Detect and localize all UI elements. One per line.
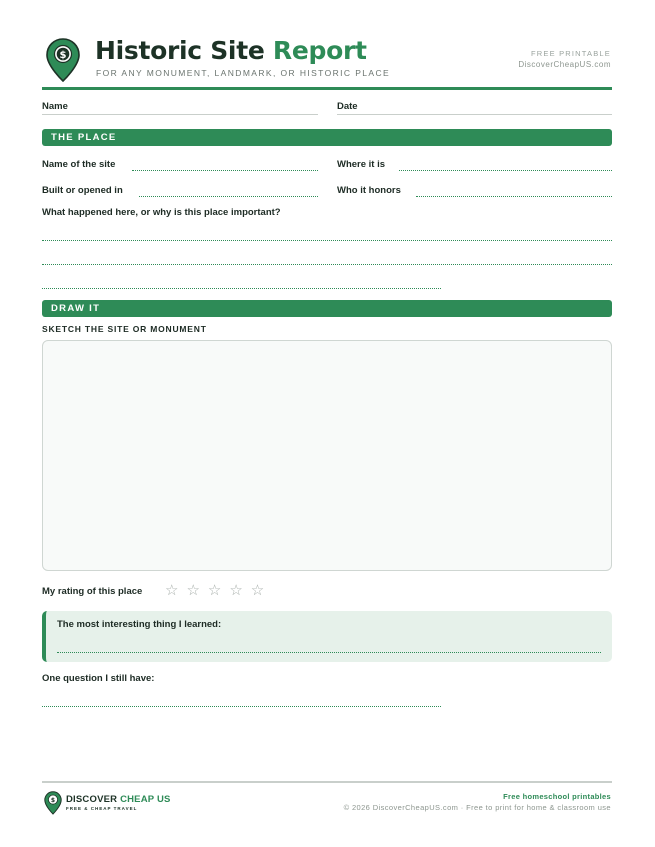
sketch-label: SKETCH THE SITE OR MONUMENT <box>42 324 207 334</box>
footer-pin-symbol: $ <box>50 796 56 804</box>
question-line[interactable] <box>42 706 441 707</box>
brand-main: DISCOVER <box>66 794 121 805</box>
map-pin-dollar-icon <box>46 38 80 82</box>
honors-line[interactable] <box>416 196 612 197</box>
name-line[interactable] <box>42 114 318 115</box>
learned-label: The most interesting thing I learned: <box>57 619 222 630</box>
page-title <box>95 36 367 65</box>
brand-tagline: FREE & CHEAP TRAVEL <box>66 806 138 811</box>
footer-divider <box>42 781 612 783</box>
date-label: Date <box>337 101 358 112</box>
brand-name <box>66 794 171 805</box>
header-divider <box>42 87 612 90</box>
name-label: Name <box>42 101 68 112</box>
free-printable-label: FREE PRINTABLE <box>530 49 611 58</box>
importance-line[interactable] <box>42 288 441 289</box>
built-line[interactable] <box>139 196 318 197</box>
pin-symbol: $ <box>59 49 67 61</box>
section-the-place: THE PLACE <box>42 129 612 146</box>
importance-line[interactable] <box>42 240 612 241</box>
footer-promo: Free homeschool printables <box>503 792 611 801</box>
built-label: Built or opened in <box>42 185 123 196</box>
sketch-area[interactable] <box>42 340 612 571</box>
site-name-label: Name of the site <box>42 159 116 170</box>
site-url: DiscoverCheapUS.com <box>518 60 611 69</box>
where-line[interactable] <box>399 170 612 171</box>
page-subtitle: FOR ANY MONUMENT, LANDMARK, OR HISTORIC PLACE <box>96 68 391 78</box>
learned-line[interactable] <box>57 652 601 653</box>
brand-accent: CHEAP US <box>120 794 171 805</box>
honors-label: Who it honors <box>337 185 401 196</box>
section-draw-it: DRAW IT <box>42 300 612 317</box>
date-line[interactable] <box>337 114 612 115</box>
site-name-line[interactable] <box>132 170 318 171</box>
rating-label: My rating of this place <box>42 586 143 597</box>
star-rating[interactable]: ☆☆☆☆☆ <box>165 582 273 599</box>
importance-prompt: What happened here, or why is this place important? <box>42 207 281 218</box>
importance-line[interactable] <box>42 264 612 265</box>
title-accent: Report <box>272 36 367 65</box>
where-label: Where it is <box>337 159 386 170</box>
brand-pin-icon <box>44 791 62 815</box>
footer-copyright: © 2026 DiscoverCheapUS.com · Free to print for home & classroom use <box>343 803 611 812</box>
question-label: One question I still have: <box>42 673 155 684</box>
title-main: Historic Site <box>95 36 273 65</box>
